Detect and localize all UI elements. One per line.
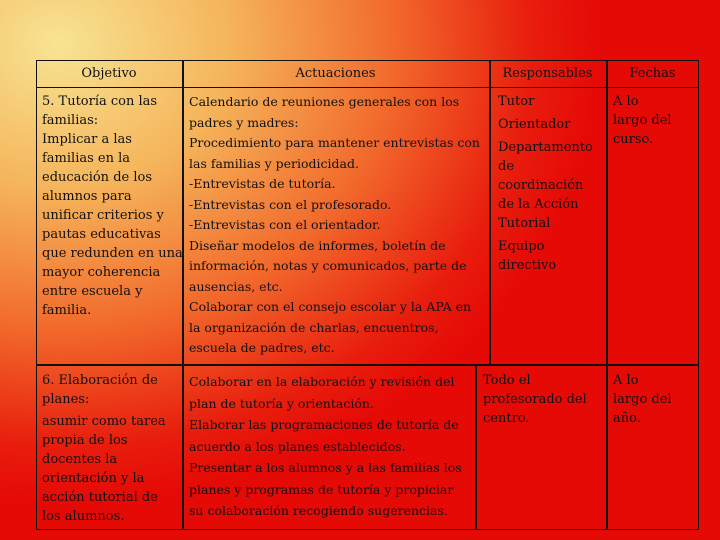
row1-fechas — [613, 92, 672, 149]
row1-objetivo — [42, 92, 183, 320]
text-line: profesorado del — [483, 392, 587, 407]
text-line: asumir como tarea — [42, 414, 166, 429]
text-line: A lo — [613, 373, 639, 388]
text-line: -Entrevistas de tutoría. — [189, 176, 336, 191]
text-line: alumnos para — [42, 189, 132, 204]
text-line: plan de tutoría y orientación. — [189, 395, 374, 411]
header-objetivo: Objetivo — [81, 66, 137, 81]
text-line: Implicar a las — [42, 132, 132, 147]
text-line: orientación y la — [42, 471, 145, 486]
text-line: -Entrevistas con el orientador. — [189, 217, 381, 232]
text-line: las familias y periodicidad. — [189, 155, 359, 171]
text-line: Tutor — [498, 94, 535, 109]
text-line: mayor coherencia — [42, 265, 161, 280]
text-line: propia de los — [42, 433, 128, 448]
text-line: Calendario de reuniones generales con los — [189, 94, 460, 109]
header-responsables: Responsables — [502, 66, 593, 81]
text-line: curso. — [613, 132, 654, 147]
text-line: Procedimiento para mantener entrevistas con — [189, 135, 480, 150]
text-line: Todo el — [483, 373, 531, 388]
text-line: escuela de padres, etc. — [189, 340, 335, 355]
text-line: familias: — [42, 113, 99, 128]
text-line: largo del — [613, 113, 672, 128]
text-line: coordinación — [498, 178, 584, 193]
column-divider — [606, 60, 608, 530]
text-line: Departamento — [498, 140, 593, 155]
text-line: -Entrevistas con el profesorado. — [189, 196, 392, 212]
text-line: padres y madres: — [189, 114, 299, 130]
column-divider — [489, 60, 491, 364]
row2-fechas — [613, 371, 672, 428]
text-line: información, notas y comunicados, parte de — [189, 258, 467, 273]
text-line: de la Acción — [498, 197, 579, 212]
text-line: 5. Tutoría con las — [42, 94, 158, 109]
text-line: Colaborar con el consejo escolar y la APA en — [189, 299, 472, 314]
text-line: centro. — [483, 411, 530, 426]
text-line: acción tutorial de — [42, 490, 158, 505]
text-line: planes: — [42, 392, 90, 407]
text-line: que redunden en una — [42, 246, 183, 261]
text-line: planes y programas de tutoría y propiciar — [189, 481, 454, 497]
text-line: educación de los — [42, 170, 152, 185]
row2-objetivo — [42, 371, 166, 526]
text-line: acuerdo a los planes establecidos. — [189, 438, 406, 454]
column-divider — [475, 364, 477, 530]
text-line: A lo — [613, 94, 639, 109]
text-line: pautas educativas — [42, 227, 161, 242]
text-line: entre escuela y — [42, 284, 143, 299]
text-line: unificar criterios y — [42, 208, 164, 223]
text-line: familia. — [42, 303, 92, 318]
text-line: Equipo — [498, 239, 545, 254]
row2-responsables — [483, 371, 587, 428]
text-line: 6. Elaboración de — [42, 373, 158, 388]
text-line: docentes la — [42, 452, 118, 467]
header-actuaciones: Actuaciones — [295, 66, 376, 81]
text-line: la organización de charlas, encuentros, — [189, 319, 439, 335]
text-line: de — [498, 159, 515, 174]
text-line: ausencias, etc. — [189, 278, 283, 294]
text-line: Orientador — [498, 117, 571, 132]
row1-actuaciones — [189, 92, 480, 359]
text-line: Diseñar modelos de informes, boletín de — [189, 237, 446, 253]
text-line: Tutorial — [498, 216, 551, 231]
text-line: su colaboración recogiendo sugerencias. — [189, 503, 448, 518]
row1-responsables — [498, 92, 593, 275]
text-line: largo del — [613, 392, 672, 407]
text-line: directivo — [498, 258, 557, 273]
text-line: los alumnos. — [42, 509, 125, 524]
text-line: Presentar a los alumnos y a las familias los — [189, 460, 462, 475]
header-fechas: Fechas — [629, 66, 676, 81]
text-line: año. — [613, 411, 641, 426]
row2-actuaciones — [189, 371, 462, 522]
text-line: familias en la — [42, 151, 131, 166]
row-divider — [36, 364, 699, 366]
text-line: Elaborar las programaciones de tutoría de — [189, 417, 459, 432]
text-line: Colaborar en la elaboración y revisión del — [189, 374, 455, 389]
